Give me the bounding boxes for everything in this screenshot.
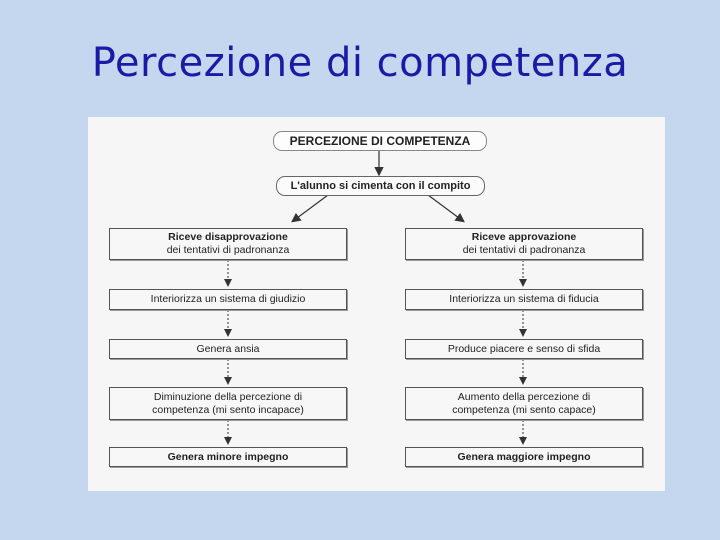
right-box-4-text: Aumento della percezione di competenza (mi sento capace) — [452, 390, 596, 416]
right-box-1 — [405, 228, 643, 260]
scanned-diagram — [88, 117, 665, 491]
diagram-title: PERCEZIONE DI COMPETENZA — [273, 131, 487, 151]
right-box-3-text: Produce piacere e senso di sfida — [447, 342, 601, 355]
right-box-4 — [405, 387, 643, 420]
left-box-3-text: Genera ansia — [196, 342, 260, 355]
right-box-2 — [405, 289, 643, 310]
left-box-4-text: Diminuzione della percezione di competenza (mi sento incapace) — [152, 390, 304, 416]
left-box-3 — [109, 339, 347, 359]
right-box-1-text: dei tentativi di padronanza — [462, 244, 586, 256]
right-box-5 — [405, 447, 643, 467]
slide-title: Percezione di competenza — [91, 40, 629, 86]
arrow-start-to-right — [428, 195, 463, 221]
left-box-5 — [109, 447, 347, 467]
left-box-2 — [109, 289, 347, 310]
right-box-2-text: Interiorizza un sistema di fiducia — [449, 293, 599, 305]
arrow-start-to-left — [293, 195, 328, 221]
left-box-1-bold: Riceve disapprovazione — [168, 231, 288, 243]
right-box-5-bold: Genera maggiore impegno — [457, 450, 591, 463]
right-box-1-bold: Riceve approvazione — [471, 231, 577, 243]
right-box-3 — [405, 339, 643, 359]
left-box-1-text: dei tentativi di padronanza — [166, 244, 290, 256]
start-node: L'alunno si cimenta con il compito — [276, 176, 485, 196]
left-box-1 — [109, 228, 347, 260]
left-box-2-text: Interiorizza un sistema di giudizio — [150, 293, 306, 305]
left-box-5-bold: Genera minore impegno — [167, 450, 289, 463]
left-box-4 — [109, 387, 347, 420]
